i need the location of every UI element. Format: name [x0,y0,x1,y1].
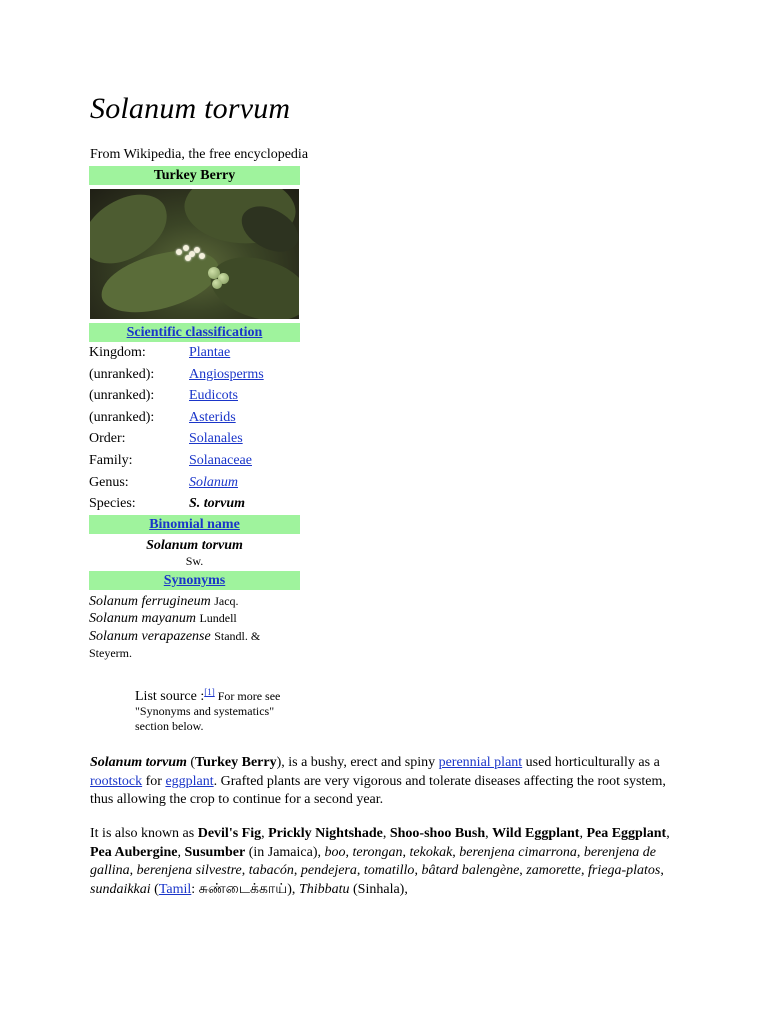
taxon-link[interactable]: Asterids [189,409,236,425]
subject-name: Solanum torvum [90,755,187,770]
binomial-name-link[interactable]: Binomial name [149,516,240,532]
local-name: terongan [352,844,403,860]
classification-row [89,364,300,386]
synonym-name: Solanum verapazense [89,628,211,644]
text-run: ( [186,755,196,770]
rank-label: Order: [89,431,126,447]
text-run: It is also known as [90,826,198,841]
synonym-item [89,593,300,611]
synonyms-list [89,590,300,663]
tagline: From Wikipedia, the free encyclopedia [90,147,309,162]
local-name: boo [324,844,346,860]
taxon-link[interactable]: Solanaceae [189,452,252,468]
local-name: tekokak [409,844,453,860]
text-run: . Grafted plants are very vigorous and tolerate diseases affecting the root system, thus allowing the crop to continue for a second year. [90,773,666,807]
local-name: berenjena de gallina [90,844,657,878]
local-name: pendejera [300,863,357,878]
list-source [135,685,305,734]
common-name: Turkey Berry [195,755,277,770]
scientific-classification-header [89,323,300,342]
text-run: (Sinhala), [349,881,408,897]
classification-row [89,407,300,429]
rank-label: Family: [89,452,133,468]
local-name: friega-platos [588,863,661,878]
names-paragraph: It is also known as Devil's Fig, Prickly Nightshade, Shoo-shoo Bush, Wild Eggplant, Pea Eggplant, Pea Aubergine, Susumber (in Jamaica), boo, terongan, tekokak, berenjena cimarrona, berenjena de gallina, berenjena silvestre, tabacón, pendejera, tomatillo, bâtard balengène, zamorette, friega-platos, sundaikkai (Tamil: சுண்டைக்காய்), Thibbatu (Sinhala), [90,826,670,897]
binomial-block [89,534,300,568]
rank-label: (unranked): [89,388,155,404]
rootstock-link[interactable]: rootstock [90,773,143,789]
local-name: tabacón [248,863,294,878]
synonym-author: Standl. & Steyerm. [89,628,261,661]
reference-link[interactable]: [1] [204,687,215,697]
local-name: bâtard balengène [421,863,520,878]
text-run: ), is a bushy, erect and spiny [276,755,439,770]
classification-row [89,428,300,450]
local-name: berenjena cimarrona [459,844,577,860]
classification-row [89,342,300,364]
text-run: for [142,773,166,789]
tamil-text: : சுண்டைக்காய் [191,881,288,897]
synonym-item [89,610,300,628]
alt-name: Devil's Fig [197,826,262,841]
infobox-common-name: Turkey Berry [89,166,300,185]
synonym-item [89,628,300,663]
classification-row [89,450,300,472]
classification-table [89,342,300,515]
synonym-name: Solanum mayanum [89,611,196,627]
taxon-link[interactable]: Solanum [189,474,238,490]
rank-label: Kingdom: [89,345,146,360]
alt-name: Pea Eggplant [586,826,667,841]
text-run: used horticulturally as a [522,755,660,770]
plant-photo[interactable] [90,189,299,319]
synonym-name: Solanum ferrugineum [89,593,211,609]
classification-row [89,472,300,494]
page-title: Solanum torvum [90,92,291,125]
taxon-link[interactable]: Eudicots [189,388,238,404]
rank-label: (unranked): [89,409,155,425]
local-name: Thibbatu [298,881,350,897]
intro-paragraph [90,754,680,810]
classification-row [89,493,300,515]
alt-name: Pea Aubergine [90,844,178,860]
local-name: zamorette [526,863,581,878]
binomial-name-header [89,515,300,534]
tamil-link[interactable]: Tamil [158,881,192,897]
scientific-classification-link[interactable]: Scientific classification [126,325,263,340]
taxon-link[interactable]: Angiosperms [189,366,264,382]
binomial-author: Sw. [185,553,204,568]
alt-name: Shoo-shoo Bush [389,826,486,841]
list-source-note: For more see "Synonyms and systematics" section below. [135,689,281,733]
taxon-link[interactable]: Plantae [189,345,231,360]
local-name: tomatillo [363,863,415,878]
taxon-link[interactable]: Solanales [189,431,243,447]
text-run: (in Jamaica), [245,844,325,860]
alt-name: Susumber [184,844,246,860]
synonyms-link[interactable]: Synonyms [163,572,226,588]
local-name: berenjena silvestre [136,863,242,878]
classification-row [89,385,300,407]
rank-label: Genus: [89,474,129,490]
species-value: S. torvum [189,496,246,512]
eggplant-link[interactable]: eggplant [165,773,214,789]
rank-label: (unranked): [89,366,155,382]
list-source-label: List source : [135,689,205,704]
perennial-plant-link[interactable]: perennial plant [438,755,523,770]
binomial-name: Solanum torvum [146,537,243,553]
taxobox [89,166,300,663]
local-name: sundaikkai [90,881,151,897]
synonym-author: Jacq. [214,593,239,608]
rank-label: Species: [89,496,136,512]
synonyms-header [89,571,300,590]
alt-name: Wild Eggplant [492,826,580,841]
synonym-author: Lundell [199,611,237,626]
alt-name: Prickly Nightshade [268,826,383,841]
